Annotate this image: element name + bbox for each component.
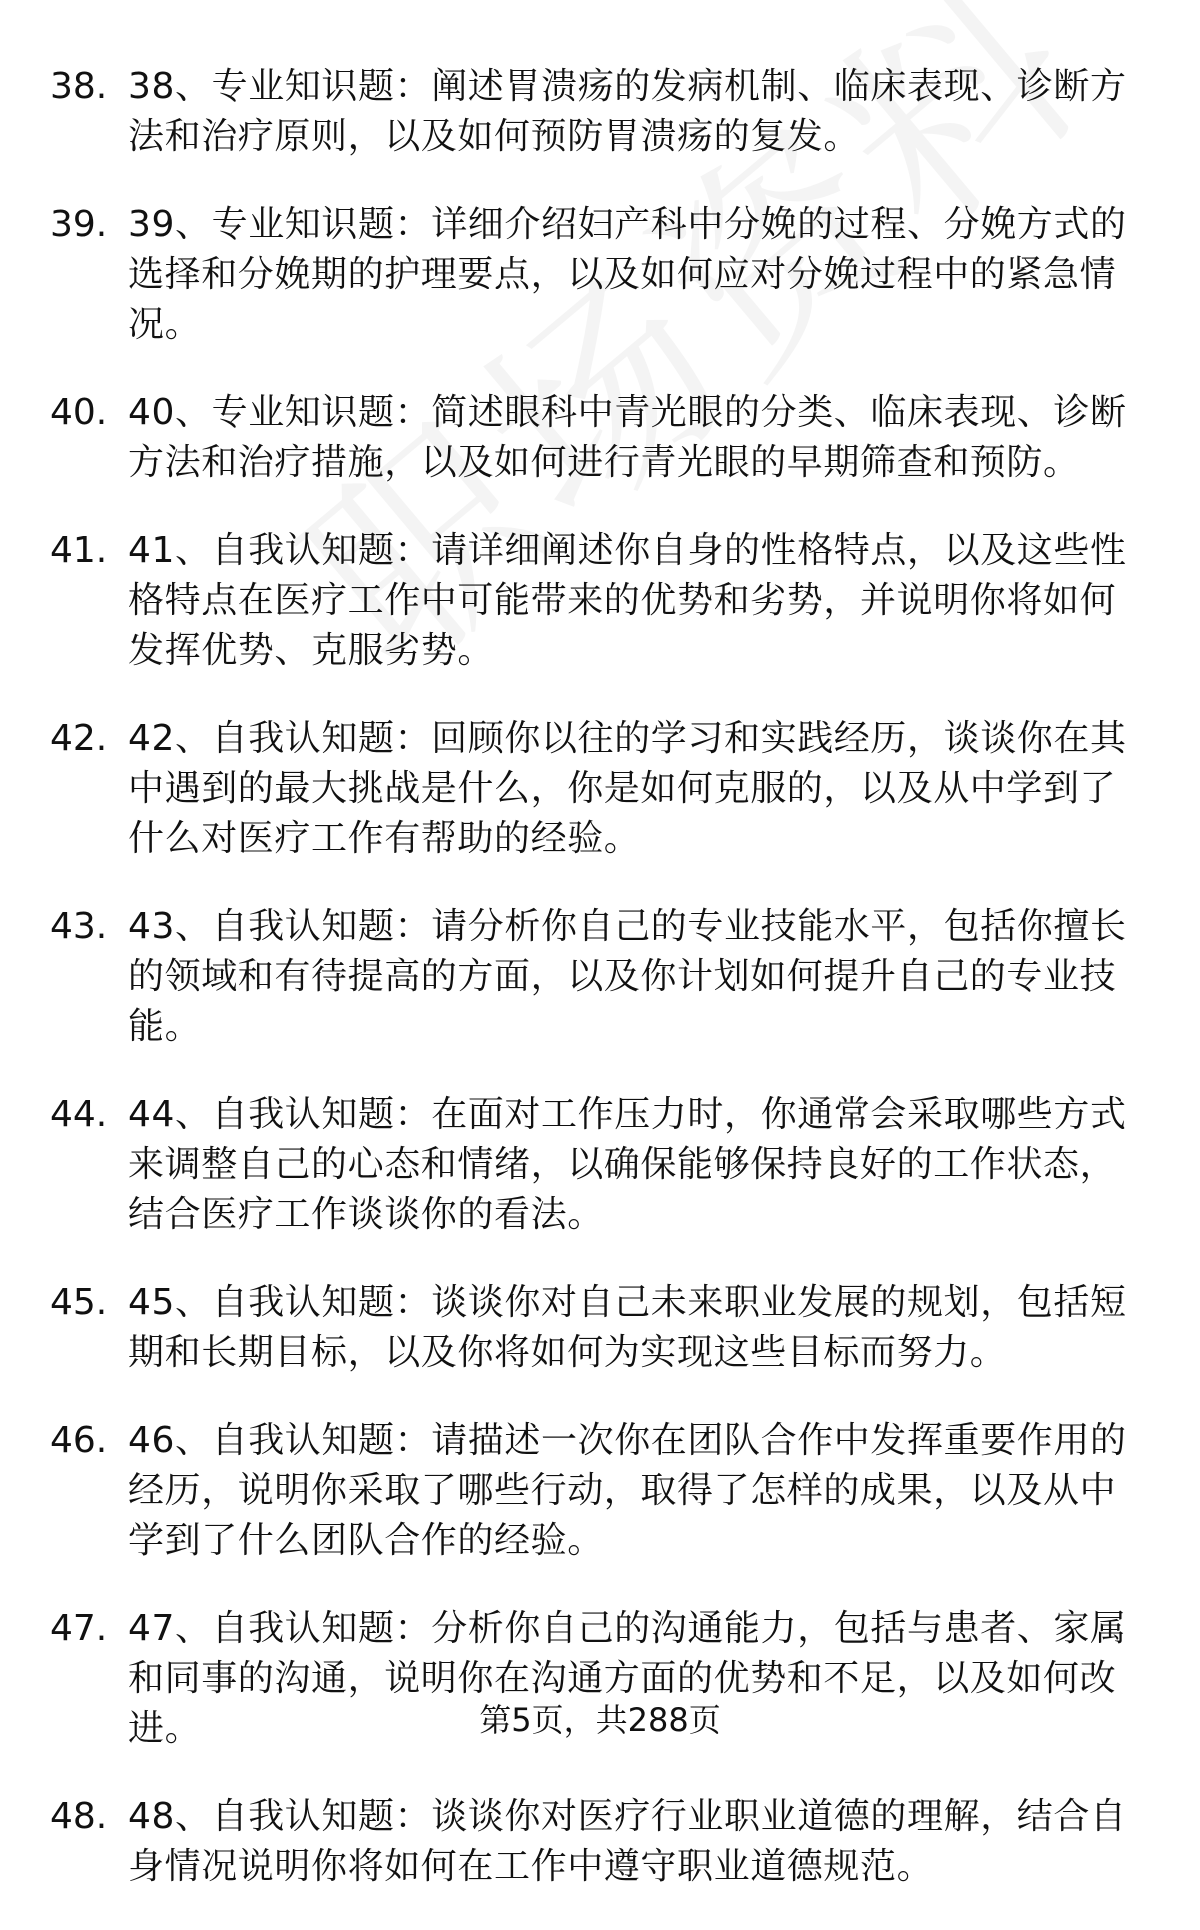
question-text: 39、专业知识题：详细介绍妇产科中分娩的过程、分娩方式的选择和分娩期的护理要点，以及如何应对分娩过程中的紧急情况。 <box>128 204 1127 345</box>
question-number: 39. <box>50 204 108 245</box>
question-text: 47、自我认知题：分析你自己的沟通能力，包括与患者、家属和同事的沟通，说明你在沟通方面的优势和不足，以及如何改进。 <box>128 1608 1127 1749</box>
question-item <box>0 62 1200 162</box>
question-text: 45、自我认知题：谈谈你对自己未来职业发展的规划，包括短期和长期目标，以及你将如何为实现这些目标而努力。 <box>128 1282 1127 1373</box>
question-item <box>0 1090 1200 1240</box>
question-text: 38、专业知识题：阐述胃溃疡的发病机制、临床表现、诊断方法和治疗原则，以及如何预防胃溃疡的复发。 <box>128 66 1127 157</box>
question-text: 44、自我认知题：在面对工作压力时，你通常会采取哪些方式来调整自己的心态和情绪，以确保能够保持良好的工作状态，结合医疗工作谈谈你的看法。 <box>128 1094 1127 1235</box>
question-text: 43、自我认知题：请分析你自己的专业技能水平，包括你擅长的领域和有待提高的方面，以及你计划如何提升自己的专业技能。 <box>128 906 1127 1047</box>
question-item <box>0 1278 1200 1378</box>
question-item <box>0 526 1200 676</box>
question-item <box>0 388 1200 488</box>
question-item <box>0 902 1200 1052</box>
question-item <box>0 1792 1200 1892</box>
question-number: 47. <box>50 1608 108 1649</box>
question-number: 45. <box>50 1282 108 1323</box>
question-number: 41. <box>50 530 108 571</box>
page-indicator: 第5页，共288页 <box>479 1701 721 1739</box>
question-number: 38. <box>50 66 108 107</box>
question-item <box>0 1416 1200 1566</box>
question-text: 48、自我认知题：谈谈你对医疗行业职业道德的理解，结合自身情况说明你将如何在工作中遵守职业道德规范。 <box>128 1796 1127 1887</box>
question-number: 43. <box>50 906 108 947</box>
question-text: 41、自我认知题：请详细阐述你自身的性格特点，以及这些性格特点在医疗工作中可能带来的优势和劣势，并说明你将如何发挥优势、克服劣势。 <box>128 530 1127 671</box>
question-number: 46. <box>50 1420 108 1461</box>
question-text: 46、自我认知题：请描述一次你在团队合作中发挥重要作用的经历，说明你采取了哪些行动，取得了怎样的成果，以及从中学到了什么团队合作的经验。 <box>128 1420 1127 1561</box>
question-number: 40. <box>50 392 108 433</box>
question-text: 42、自我认知题：回顾你以往的学习和实践经历，谈谈你在其中遇到的最大挑战是什么，你是如何克服的，以及从中学到了什么对医疗工作有帮助的经验。 <box>128 718 1127 859</box>
question-number: 42. <box>50 718 108 759</box>
question-item <box>0 714 1200 864</box>
question-text: 40、专业知识题：简述眼科中青光眼的分类、临床表现、诊断方法和治疗措施，以及如何进行青光眼的早期筛查和预防。 <box>128 392 1127 483</box>
question-number: 44. <box>50 1094 108 1135</box>
question-list <box>0 62 1200 1930</box>
question-number: 48. <box>50 1796 108 1837</box>
question-item <box>0 200 1200 350</box>
